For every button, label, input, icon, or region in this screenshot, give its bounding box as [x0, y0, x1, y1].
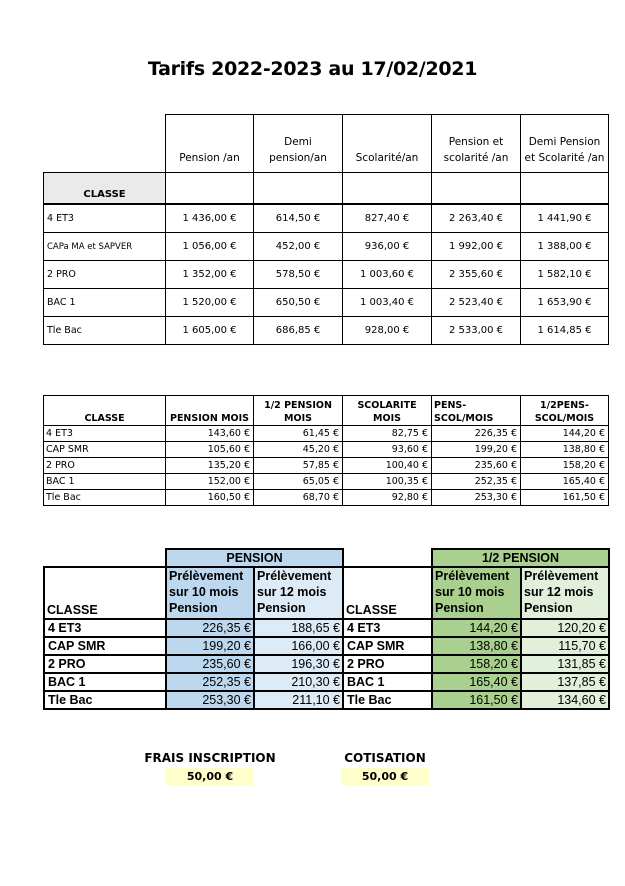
cell-demi-pension-mois: 68,70 €: [254, 490, 343, 506]
header-scolarite-mois: [343, 396, 432, 426]
cell-pension-12: 210,30 €: [254, 673, 343, 691]
cell-demi-pension-scolarite-an: 1 582,10 €: [521, 261, 609, 289]
cell-scolarite-mois: 100,35 €: [343, 474, 432, 490]
cell-pension-an: 1 605,00 €: [166, 317, 254, 345]
group-header-row: [44, 549, 609, 567]
cell-scolarite-mois: 100,40 €: [343, 458, 432, 474]
frais-inscription: [140, 751, 280, 785]
cell-scolarite-an: 827,40 €: [343, 204, 432, 233]
cell-demi-pens-scol-mois: 138,80 €: [521, 442, 609, 458]
cell-pens-scol-mois: 235,60 €: [432, 458, 521, 474]
cell-pension-mois: 135,20 €: [166, 458, 254, 474]
header-line: PENS-: [434, 400, 467, 411]
header-scolarite-an: [343, 115, 432, 173]
header-line: Scolarité/an: [355, 152, 419, 164]
table-header-row: [44, 115, 609, 173]
class-column-label: CLASSE: [44, 173, 166, 205]
table-row: [44, 317, 609, 345]
header-line: CLASSE: [84, 413, 125, 424]
header-demi-pension-mois: [254, 396, 343, 426]
class-label-row: [44, 173, 609, 205]
cotisation-label: COTISATION: [344, 751, 426, 765]
annual-tariffs-table: [43, 114, 609, 345]
header-pension-10-mois: [166, 567, 254, 619]
table-row: [44, 458, 609, 474]
cell-scolarite-an: 928,00 €: [343, 317, 432, 345]
cell-pension-10: 199,20 €: [166, 637, 254, 655]
pension-group-title: PENSION: [166, 549, 343, 567]
row-label: 4 ET3: [44, 426, 166, 442]
cell-demi-10: 138,80 €: [432, 637, 521, 655]
cell-demi-pension-scolarite-an: 1 441,90 €: [521, 204, 609, 233]
cell-demi-pension-mois: 45,20 €: [254, 442, 343, 458]
monthly-tariffs-table: [43, 395, 609, 506]
header-line: Prélèvement: [435, 569, 510, 583]
header-pension-scolarite-an: [432, 115, 521, 173]
header-pension-an: [166, 115, 254, 173]
empty-cell: [343, 549, 432, 567]
cell-pens-scol-mois: 253,30 €: [432, 490, 521, 506]
cell-demi-pension-an: 614,50 €: [254, 204, 343, 233]
row-label: 2 PRO: [44, 655, 166, 673]
demi-pension-group-title: 1/2 PENSION: [432, 549, 609, 567]
empty-cell: [343, 173, 432, 205]
row-label-2: BAC 1: [343, 673, 432, 691]
row-label: CAP SMR: [44, 637, 166, 655]
row-label: BAC 1: [44, 474, 166, 490]
row-label: BAC 1: [44, 673, 166, 691]
header-line: MOIS: [284, 413, 312, 424]
cell-demi-12: 115,70 €: [521, 637, 609, 655]
empty-cell: [44, 549, 166, 567]
sub-header-row: [44, 567, 609, 619]
row-label: 4 ET3: [44, 619, 166, 637]
cell-pens-scol-mois: 199,20 €: [432, 442, 521, 458]
cell-pension-scolarite-an: 2 523,40 €: [432, 289, 521, 317]
cell-demi-pens-scol-mois: 165,40 €: [521, 474, 609, 490]
cell-pension-10: 235,60 €: [166, 655, 254, 673]
cell-pension-mois: 160,50 €: [166, 490, 254, 506]
empty-cell: [521, 173, 609, 205]
cell-pension-10: 226,35 €: [166, 619, 254, 637]
header-line: et Scolarité /an: [524, 152, 605, 164]
cell-demi-pension-mois: 57,85 €: [254, 458, 343, 474]
empty-cell: [166, 173, 254, 205]
table-row: [44, 490, 609, 506]
header-line: Pension: [169, 601, 218, 615]
row-label-2: Tle Bac: [343, 691, 432, 709]
cell-pension-an: 1 436,00 €: [166, 204, 254, 233]
cell-pens-scol-mois: 252,35 €: [432, 474, 521, 490]
cotisation-value: 50,00 €: [341, 768, 429, 785]
row-label: BAC 1: [44, 289, 166, 317]
header-line: Prélèvement: [524, 569, 599, 583]
cell-pension-scolarite-an: 2 355,60 €: [432, 261, 521, 289]
cell-demi-12: 120,20 €: [521, 619, 609, 637]
cell-demi-10: 144,20 €: [432, 619, 521, 637]
cell-pension-10: 252,35 €: [166, 673, 254, 691]
table-row: [44, 442, 609, 458]
row-label: Tle Bac: [44, 691, 166, 709]
header-classe-2: CLASSE: [343, 567, 432, 619]
cell-scolarite-an: 1 003,60 €: [343, 261, 432, 289]
header-demi-10-mois: [432, 567, 521, 619]
header-line: Pension /an: [179, 152, 240, 164]
row-label-2: CAP SMR: [343, 637, 432, 655]
cell-demi-pension-an: 452,00 €: [254, 233, 343, 261]
header-line: sur 12 mois: [524, 585, 594, 599]
row-label: Tle Bac: [44, 317, 166, 345]
empty-cell: [432, 173, 521, 205]
header-line: Pension et: [448, 136, 504, 148]
row-label: Tle Bac: [44, 490, 166, 506]
header-line: Pension: [257, 601, 306, 615]
header-pens-scol-mois: [432, 396, 521, 426]
table-row: [44, 204, 609, 233]
header-demi-12-mois: [521, 567, 609, 619]
table-row: [44, 637, 609, 655]
header-line: sur 12 mois: [257, 585, 327, 599]
cell-demi-12: 131,85 €: [521, 655, 609, 673]
cell-demi-pension-scolarite-an: 1 653,90 €: [521, 289, 609, 317]
cell-pension-mois: 105,60 €: [166, 442, 254, 458]
cell-pension-an: 1 352,00 €: [166, 261, 254, 289]
cell-pens-scol-mois: 226,35 €: [432, 426, 521, 442]
cell-scolarite-an: 936,00 €: [343, 233, 432, 261]
header-line: MOIS: [373, 413, 401, 424]
cell-pension-scolarite-an: 2 263,40 €: [432, 204, 521, 233]
frais-inscription-label: FRAIS INSCRIPTION: [144, 751, 276, 765]
header-demi-pension-an: [254, 115, 343, 173]
table-row: [44, 261, 609, 289]
row-label: CAP SMR: [44, 442, 166, 458]
cell-scolarite-mois: 92,80 €: [343, 490, 432, 506]
cell-pension-mois: 152,00 €: [166, 474, 254, 490]
table-row: [44, 233, 609, 261]
header-line: scolarité /an: [443, 152, 509, 164]
header-classe: [44, 396, 166, 426]
cell-demi-12: 137,85 €: [521, 673, 609, 691]
cell-demi-pension-an: 686,85 €: [254, 317, 343, 345]
header-line: 1/2PENS-: [540, 400, 589, 411]
header-line: Demi Pension: [528, 136, 601, 148]
header-line: SCOL/MOIS: [434, 413, 494, 424]
header-demi-pens-scol-mois: [521, 396, 609, 426]
empty-cell: [44, 115, 166, 173]
cell-pension-scolarite-an: 2 533,00 €: [432, 317, 521, 345]
table-row: [44, 426, 609, 442]
header-line: Pension: [524, 601, 573, 615]
header-line: sur 10 mois: [169, 585, 239, 599]
header-line: pension/an: [269, 152, 327, 164]
cell-demi-pens-scol-mois: 144,20 €: [521, 426, 609, 442]
cell-pension-12: 196,30 €: [254, 655, 343, 673]
cell-scolarite-mois: 93,60 €: [343, 442, 432, 458]
cell-scolarite-mois: 82,75 €: [343, 426, 432, 442]
cell-demi-pens-scol-mois: 158,20 €: [521, 458, 609, 474]
header-pension-mois: [166, 396, 254, 426]
row-label: CAPa MA et SAPVER: [44, 233, 166, 261]
cell-pension-10: 253,30 €: [166, 691, 254, 709]
header-line: SCOL/MOIS: [534, 413, 595, 424]
header-line: 1/2 PENSION: [264, 400, 332, 411]
row-label: 2 PRO: [44, 261, 166, 289]
cell-pension-12: 188,65 €: [254, 619, 343, 637]
cell-pension-12: 166,00 €: [254, 637, 343, 655]
cell-pension-an: 1 056,00 €: [166, 233, 254, 261]
cell-demi-pension-mois: 65,05 €: [254, 474, 343, 490]
cell-pension-12: 211,10 €: [254, 691, 343, 709]
cell-demi-pension-an: 650,50 €: [254, 289, 343, 317]
table-row: [44, 474, 609, 490]
cell-demi-pension-scolarite-an: 1 614,85 €: [521, 317, 609, 345]
table-row: [44, 673, 609, 691]
row-label: 2 PRO: [44, 458, 166, 474]
header-line: Prélèvement: [257, 569, 332, 583]
cell-demi-12: 134,60 €: [521, 691, 609, 709]
table-row: [44, 691, 609, 709]
cell-demi-pens-scol-mois: 161,50 €: [521, 490, 609, 506]
header-line: sur 10 mois: [435, 585, 505, 599]
frais-inscription-value: 50,00 €: [166, 768, 254, 785]
page-title: Tarifs 2022-2023 au 17/02/2021: [147, 58, 478, 80]
empty-cell: [254, 173, 343, 205]
row-label-2: 4 ET3: [343, 619, 432, 637]
row-label-2: 2 PRO: [343, 655, 432, 673]
row-label: 4 ET3: [44, 204, 166, 233]
cell-scolarite-an: 1 003,40 €: [343, 289, 432, 317]
header-line: Pension: [435, 601, 484, 615]
cell-pension-scolarite-an: 1 992,00 €: [432, 233, 521, 261]
payment-schedule-table: [43, 548, 610, 710]
header-line: Demi: [284, 136, 312, 148]
header-pension-12-mois: [254, 567, 343, 619]
table-row: [44, 289, 609, 317]
cell-pension-an: 1 520,00 €: [166, 289, 254, 317]
cell-demi-pension-an: 578,50 €: [254, 261, 343, 289]
cell-demi-10: 158,20 €: [432, 655, 521, 673]
header-line: SCOLARITE: [357, 400, 417, 411]
cotisation: [330, 751, 440, 785]
table-header-row: [44, 396, 609, 426]
cell-demi-pension-mois: 61,45 €: [254, 426, 343, 442]
cell-pension-mois: 143,60 €: [166, 426, 254, 442]
cell-demi-pension-scolarite-an: 1 388,00 €: [521, 233, 609, 261]
table-row: [44, 619, 609, 637]
cell-demi-10: 161,50 €: [432, 691, 521, 709]
cell-demi-10: 165,40 €: [432, 673, 521, 691]
header-line: Prélèvement: [169, 569, 244, 583]
header-classe: CLASSE: [44, 567, 166, 619]
header-demi-pension-scolarite-an: [521, 115, 609, 173]
header-line: PENSION MOIS: [169, 413, 250, 424]
table-row: [44, 655, 609, 673]
